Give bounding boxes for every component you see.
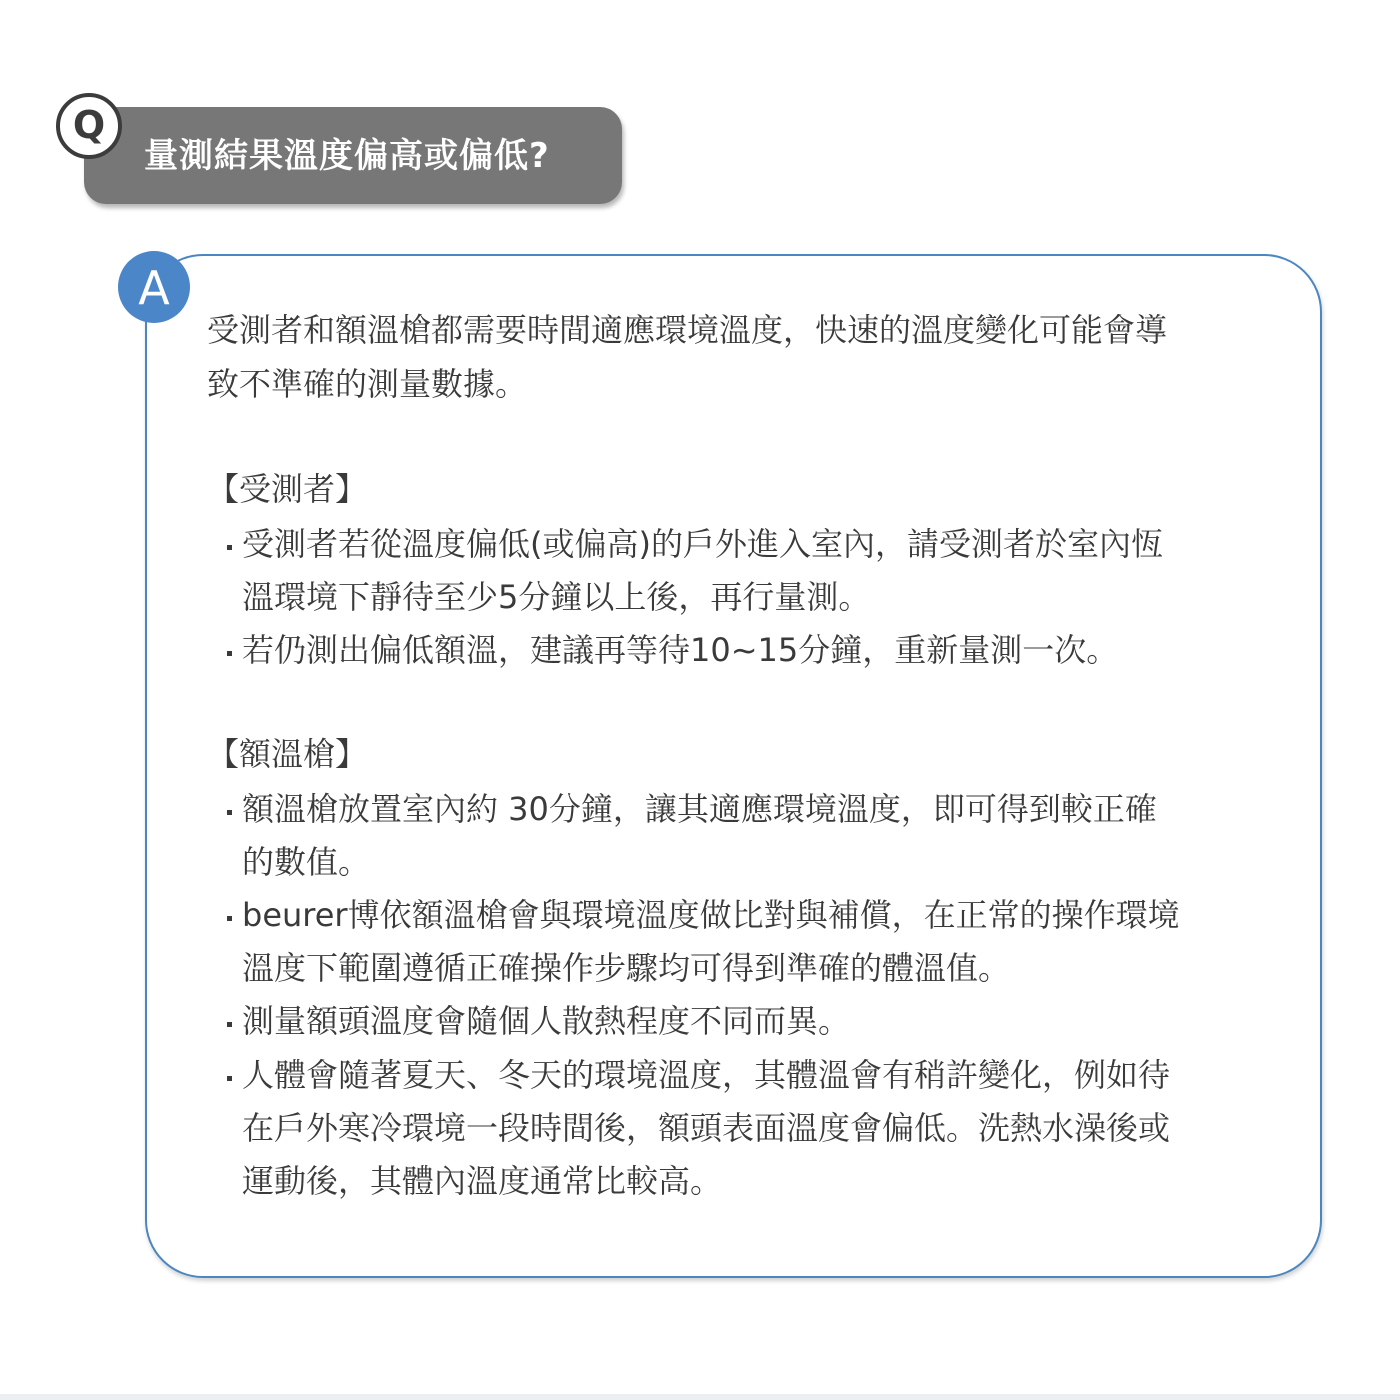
list-item-line: 測量額頭溫度會隨個人散熱程度不同而異。 (242, 1002, 851, 1040)
list-item-line: 在戶外寒冷環境一段時間後，額頭表面溫度會偏低。洗熱水澡後或 (242, 1109, 1171, 1147)
list-item-line: 的數值。 (242, 843, 371, 881)
list-item-line: 溫度下範圍遵循正確操作步驟均可得到準確的體溫值。 (242, 949, 1011, 987)
list-item-line: 人體會隨著夏天、冬天的環境溫度，其體溫會有稍許變化，例如待 (242, 1056, 1171, 1094)
bullet-icon (227, 916, 232, 921)
bullet-icon (227, 1022, 232, 1027)
list-item-line: 運動後，其體內溫度通常比較高。 (242, 1162, 723, 1200)
intro-line: 受測者和額溫槍都需要時間適應環境溫度，快速的溫度變化可能會導 (207, 311, 1168, 349)
intro-line: 致不準確的測量數據。 (207, 365, 528, 403)
list-item-line: beurer博依額溫槍會與環境溫度做比對與補償，在正常的操作環境 (242, 896, 1180, 934)
list-item-line: 若仍測出偏低額溫，建議再等待10~15分鐘，重新量測一次。 (242, 631, 1119, 669)
bullet-icon (227, 651, 232, 656)
question-badge-letter: Q (72, 103, 106, 147)
list-item-line: 額溫槍放置室內約 30分鐘，讓其適應環境溫度，即可得到較正確 (242, 790, 1157, 828)
list-item-line: 溫環境下靜待至少5分鐘以上後，再行量測。 (242, 578, 871, 616)
section-heading: 【額溫槍】 (207, 735, 368, 773)
section-heading: 【受測者】 (207, 470, 368, 508)
answer-badge-letter: A (138, 260, 170, 315)
bullet-icon (227, 545, 232, 550)
bullet-icon (227, 1076, 232, 1081)
list-item-line: 受測者若從溫度偏低(或偏高)的戶外進入室內，請受測者於室內恆 (242, 525, 1163, 563)
question-text: 量測結果溫度偏高或偏低? (144, 136, 550, 176)
bullet-icon (227, 810, 232, 815)
